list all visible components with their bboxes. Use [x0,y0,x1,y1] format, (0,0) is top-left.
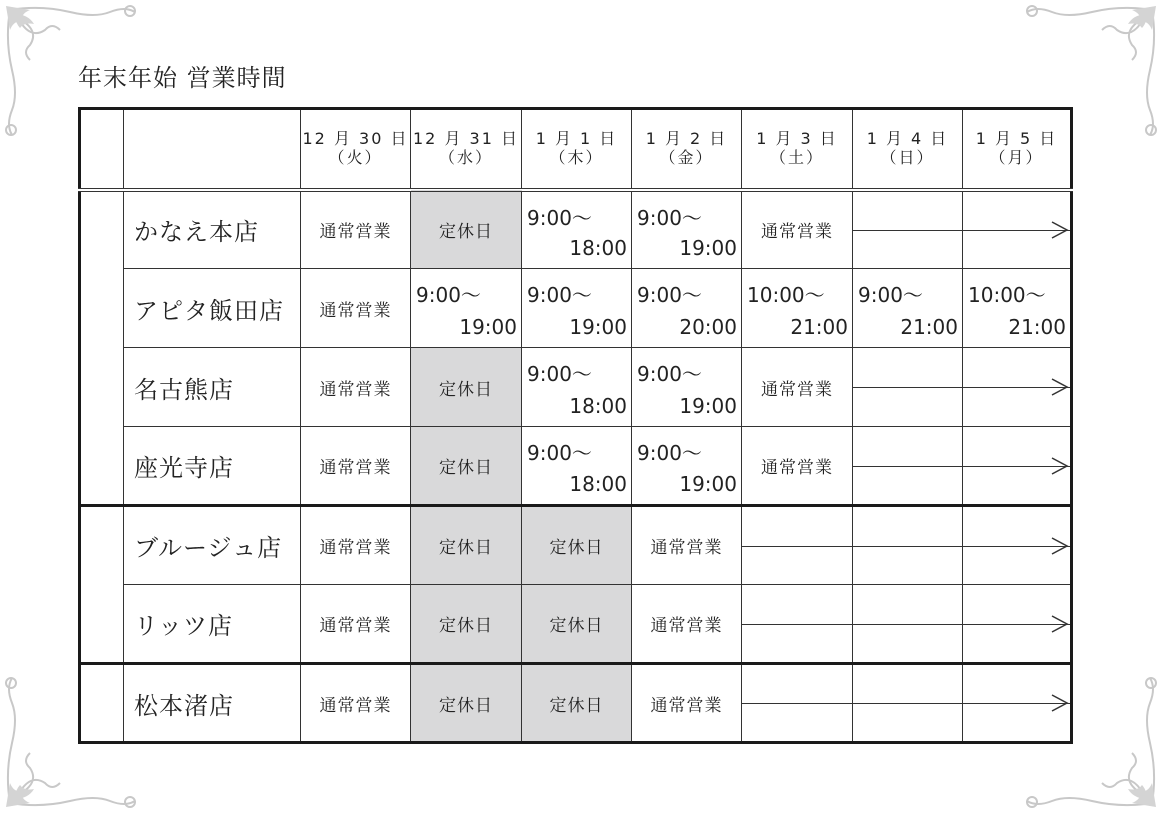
closed-day-cell: 定休日 [411,427,522,506]
continue-arrow-cell [963,348,1072,427]
arrow-line [853,466,962,467]
table-row [80,585,1072,664]
hours-cell [632,348,742,427]
open-time: 10:00～ [747,283,825,307]
table-row [80,506,1072,585]
open-time: 9:00～ [637,205,702,230]
arrow-line [853,624,962,625]
normal-hours-cell: 通常営業 [301,506,411,585]
group-header-cell [80,109,124,190]
close-time: 19:00 [679,472,737,496]
date-label: 1 月 2 日 [645,129,728,149]
store-name: かなえ本店 [124,190,301,269]
date-header [963,109,1072,190]
store-name: 名古熊店 [124,348,301,427]
date-header [301,109,411,190]
date-header [742,109,853,190]
table-row [80,348,1072,427]
date-label: 1 月 4 日 [866,129,949,149]
date-header [853,109,963,190]
date-label: 1 月 3 日 [756,129,838,149]
normal-hours-cell: 通常営業 [301,664,411,743]
weekday-label: （日） [880,147,935,167]
normal-hours-cell: 通常営業 [632,585,742,664]
group-cell [80,664,124,743]
continue-arrow-cell [963,190,1072,269]
continue-arrow-cell [853,506,963,585]
arrow-line [742,624,852,625]
open-time: 9:00～ [527,283,592,307]
normal-hours-cell: 通常営業 [742,427,853,506]
store-header-cell [124,109,301,190]
weekday-label: （火） [328,147,383,167]
closed-day-cell: 定休日 [522,585,632,664]
normal-hours-cell: 通常営業 [632,664,742,743]
closed-day-cell: 定休日 [522,506,632,585]
hours-cell [522,190,632,269]
close-time: 18:00 [569,394,627,418]
close-time: 21:00 [900,315,958,339]
date-header [632,109,742,190]
group-cell [80,190,124,506]
normal-hours-cell: 通常営業 [301,585,411,664]
closed-day-cell: 定休日 [411,348,522,427]
normal-hours-cell: 通常営業 [301,427,411,506]
continue-arrow-cell [853,348,963,427]
open-time: 9:00～ [527,205,592,230]
date-header [522,109,632,190]
arrow-line [853,387,962,388]
close-time: 20:00 [679,315,737,339]
normal-hours-cell: 通常営業 [301,269,411,348]
open-time: 9:00～ [527,441,592,465]
date-label: 12 月 30 日 [302,129,409,149]
weekday-label: （土） [769,147,824,167]
store-name: アピタ飯田店 [124,269,301,348]
table-row [80,664,1072,743]
normal-hours-cell: 通常営業 [632,506,742,585]
hours-cell [632,269,742,348]
closed-day-cell: 定休日 [411,506,522,585]
arrow-right-icon [1051,221,1069,239]
continue-arrow-cell [963,427,1072,506]
continue-arrow-cell [742,585,853,664]
normal-hours-cell: 通常営業 [742,190,853,269]
arrow-line [742,703,852,704]
hours-cell [411,269,522,348]
close-time: 18:00 [569,236,627,260]
continue-arrow-cell [963,585,1072,664]
date-header [411,109,522,190]
closed-day-cell: 定休日 [411,585,522,664]
arrow-line [853,546,962,547]
hours-cell [853,269,963,348]
arrow-right-icon [1051,615,1069,633]
close-time: 19:00 [569,315,627,339]
continue-arrow-cell [853,664,963,743]
normal-hours-cell: 通常営業 [301,348,411,427]
store-name: ブルージュ店 [124,506,301,585]
date-label: 12 月 31 日 [413,129,519,149]
arrow-right-icon [1051,378,1069,396]
arrow-right-icon [1051,537,1069,555]
open-time: 9:00～ [637,362,702,386]
normal-hours-cell: 通常営業 [742,348,853,427]
store-name: 松本渚店 [124,664,301,743]
store-name: 座光寺店 [124,427,301,506]
continue-arrow-cell [963,664,1072,743]
normal-hours-cell: 通常営業 [301,190,411,269]
continue-arrow-cell [742,664,853,743]
hours-cell [963,269,1072,348]
weekday-label: （金） [659,147,714,167]
hours-table [78,107,1073,744]
close-time: 19:00 [679,236,737,260]
closed-day-cell: 定休日 [522,664,632,743]
store-name: リッツ店 [124,585,301,664]
date-label: 1 月 5 日 [975,129,1058,149]
table-row [80,269,1072,348]
close-time: 19:00 [459,315,517,339]
open-time: 9:00～ [527,362,592,386]
weekday-label: （月） [989,147,1044,167]
header-row [80,109,1072,190]
continue-arrow-cell [742,506,853,585]
open-time: 9:00～ [637,283,702,307]
arrow-line [853,230,962,231]
arrow-right-icon [1051,694,1069,712]
continue-arrow-cell [853,585,963,664]
weekday-label: （木） [549,147,604,167]
arrow-line [742,546,852,547]
open-time: 9:00～ [858,283,923,307]
continue-arrow-cell [853,427,963,506]
closed-day-cell: 定休日 [411,664,522,743]
close-time: 21:00 [790,315,848,339]
hours-cell [522,269,632,348]
weekday-label: （水） [438,147,493,167]
table-row [80,190,1072,269]
group-cell [80,506,124,664]
hours-cell [522,348,632,427]
table-row [80,427,1072,506]
hours-cell [742,269,853,348]
open-time: 9:00～ [416,283,481,307]
close-time: 18:00 [569,472,627,496]
close-time: 19:00 [679,394,737,418]
close-time: 21:00 [1008,315,1066,339]
continue-arrow-cell [853,190,963,269]
hours-cell [522,427,632,506]
closed-day-cell: 定休日 [411,190,522,269]
arrow-line [853,703,962,704]
page-title: 年末年始 営業時間 [78,64,287,92]
open-time: 9:00～ [637,441,702,465]
arrow-right-icon [1051,457,1069,475]
open-time: 10:00～ [968,283,1046,307]
hours-cell [632,190,742,269]
continue-arrow-cell [963,506,1072,585]
date-label: 1 月 1 日 [535,129,618,149]
hours-cell [632,427,742,506]
